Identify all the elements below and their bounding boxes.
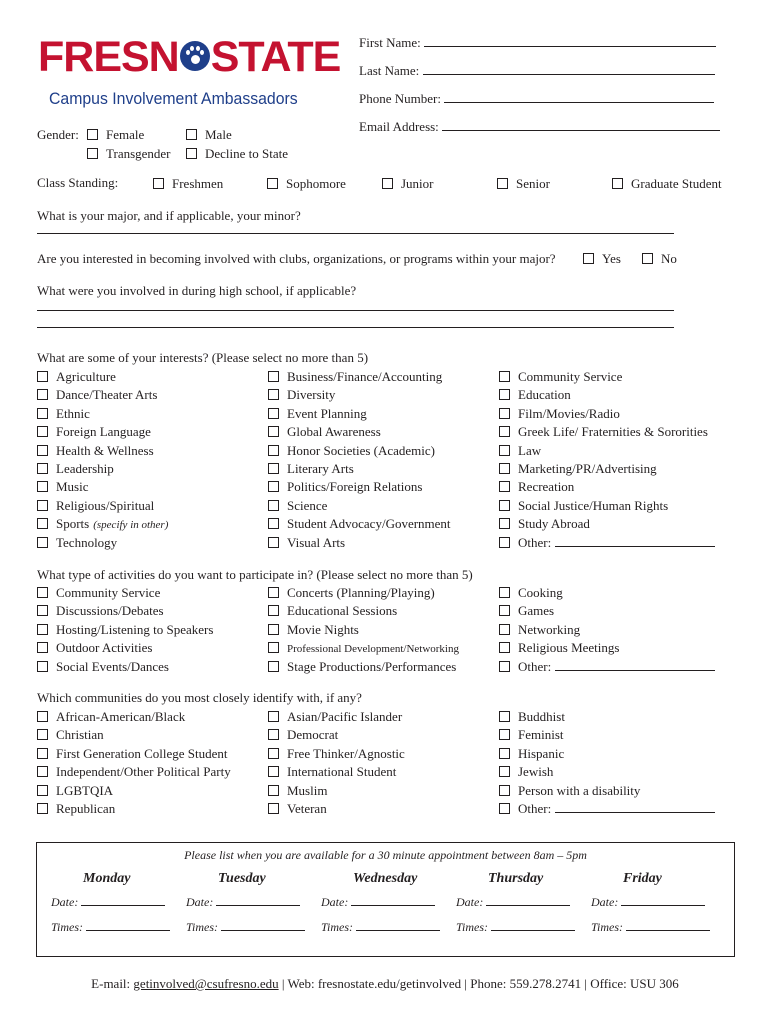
checkbox[interactable] bbox=[37, 500, 48, 511]
clubs-option-yes[interactable] bbox=[583, 251, 621, 267]
interests-option[interactable] bbox=[499, 516, 590, 532]
communities-option[interactable] bbox=[37, 801, 115, 817]
checkbox[interactable] bbox=[268, 785, 279, 796]
activities-option[interactable] bbox=[268, 659, 456, 675]
option-label: Literary Arts bbox=[287, 461, 354, 476]
option-label: Freshmen bbox=[172, 176, 224, 191]
communities-option[interactable] bbox=[499, 746, 564, 762]
checkbox[interactable] bbox=[37, 537, 48, 548]
checkbox[interactable] bbox=[37, 766, 48, 777]
activities-option[interactable] bbox=[37, 640, 152, 656]
option-label: Games bbox=[518, 603, 555, 619]
high-school-answer-line-1[interactable] bbox=[37, 310, 674, 311]
last-name-line[interactable] bbox=[423, 63, 715, 75]
checkbox[interactable] bbox=[499, 408, 510, 419]
option-label: Agriculture bbox=[56, 369, 116, 384]
interests-question: What are some of your interests? (Please select no more than 5) bbox=[37, 350, 369, 365]
activities-option[interactable] bbox=[268, 585, 435, 601]
option-label: Stage Productions/Performances bbox=[287, 658, 457, 674]
interests-option[interactable] bbox=[37, 406, 90, 422]
checkbox[interactable] bbox=[37, 408, 48, 419]
option-label: Ethnic bbox=[56, 405, 90, 421]
times-line[interactable] bbox=[86, 920, 170, 931]
option-label: Film/Movies/Radio bbox=[518, 405, 620, 421]
interests-option[interactable] bbox=[37, 479, 89, 495]
times-line[interactable] bbox=[491, 920, 575, 931]
gender-option-female[interactable] bbox=[87, 127, 144, 143]
last-name-label: Last Name: bbox=[359, 63, 420, 78]
day-wednesday: Wednesday bbox=[353, 871, 418, 886]
interests-option[interactable] bbox=[499, 369, 622, 385]
checkbox[interactable] bbox=[642, 253, 653, 264]
checkbox[interactable] bbox=[37, 642, 48, 653]
checkbox[interactable] bbox=[499, 729, 510, 740]
checkbox[interactable] bbox=[499, 371, 510, 382]
option-label: Law bbox=[518, 442, 542, 458]
interests-option[interactable] bbox=[499, 479, 574, 495]
activities-option[interactable] bbox=[268, 640, 459, 656]
option-label: Study Abroad bbox=[518, 516, 590, 532]
checkbox[interactable] bbox=[87, 148, 98, 159]
option-label: Diversity bbox=[287, 387, 336, 403]
interests-option[interactable] bbox=[268, 424, 381, 440]
gender-option-male[interactable] bbox=[186, 127, 232, 143]
checkbox[interactable] bbox=[499, 642, 510, 653]
option-label: First Generation College Student bbox=[56, 745, 228, 761]
times-field[interactable] bbox=[321, 920, 440, 935]
checkbox[interactable] bbox=[268, 389, 279, 400]
checkbox[interactable] bbox=[267, 178, 278, 189]
option-label: Science bbox=[287, 497, 328, 513]
last-name-field[interactable] bbox=[359, 63, 715, 79]
option-label: Health & Wellness bbox=[56, 442, 154, 458]
interests-option[interactable] bbox=[37, 461, 114, 477]
date-label: Date: bbox=[51, 895, 79, 909]
gender-option-decline[interactable] bbox=[186, 146, 288, 162]
option-label: Global Awareness bbox=[287, 424, 381, 440]
checkbox[interactable] bbox=[37, 481, 48, 492]
date-field[interactable] bbox=[591, 895, 705, 910]
high-school-answer-line-2[interactable] bbox=[37, 327, 674, 328]
interests-option[interactable] bbox=[268, 535, 345, 551]
option-label: Outdoor Activities bbox=[56, 640, 153, 656]
communities-option[interactable] bbox=[268, 764, 396, 780]
interests-option[interactable] bbox=[268, 387, 335, 403]
footer-email-link[interactable]: getinvolved@csufresno.edu bbox=[133, 976, 279, 991]
checkbox[interactable] bbox=[499, 481, 510, 492]
phone-number-field[interactable] bbox=[359, 91, 714, 107]
communities-option[interactable] bbox=[37, 764, 231, 780]
activities-option[interactable] bbox=[499, 640, 619, 656]
checkbox[interactable] bbox=[37, 426, 48, 437]
communities-option[interactable] bbox=[37, 727, 104, 743]
activities-option[interactable] bbox=[37, 603, 164, 619]
option-label: Technology bbox=[56, 534, 118, 550]
activities-option[interactable] bbox=[499, 659, 715, 675]
times-label: Times: bbox=[591, 920, 624, 934]
option-label: Music bbox=[56, 479, 89, 495]
checkbox[interactable] bbox=[87, 129, 98, 140]
times-field[interactable] bbox=[456, 920, 575, 935]
other-answer-line[interactable] bbox=[555, 659, 715, 671]
activities-question: What type of activities do you want to participate in? (Please select no more than 5) bbox=[37, 567, 473, 582]
availability-box bbox=[36, 842, 735, 957]
footer-contact-info: | Web: fresnostate.edu/getinvolved | Phone: 559.278.2741 | Office: USU 306 bbox=[281, 976, 679, 991]
checkbox[interactable] bbox=[37, 661, 48, 672]
fresno-state-logo bbox=[38, 33, 341, 81]
date-line[interactable] bbox=[81, 895, 165, 906]
class-standing-freshmen[interactable] bbox=[153, 176, 223, 192]
checkbox[interactable] bbox=[37, 624, 48, 635]
interests-option[interactable] bbox=[268, 443, 435, 459]
option-label: Recreation bbox=[518, 479, 575, 495]
checkbox[interactable] bbox=[268, 661, 279, 672]
option-label: Event Planning bbox=[287, 405, 367, 421]
communities-option[interactable] bbox=[37, 783, 113, 799]
option-label: Other: bbox=[518, 534, 552, 550]
checkbox[interactable] bbox=[499, 624, 510, 635]
communities-option[interactable] bbox=[268, 709, 402, 725]
checkbox[interactable] bbox=[583, 253, 594, 264]
interests-option[interactable] bbox=[268, 516, 451, 532]
activities-option[interactable] bbox=[268, 603, 397, 619]
checkbox[interactable] bbox=[37, 748, 48, 759]
high-school-question: What were you involved in during high school, if applicable? bbox=[37, 283, 357, 298]
option-label: Concerts (Planning/Playing) bbox=[287, 585, 435, 600]
date-line[interactable] bbox=[486, 895, 570, 906]
clubs-option-no[interactable] bbox=[642, 251, 677, 267]
interests-option[interactable] bbox=[268, 406, 367, 422]
activities-option[interactable] bbox=[37, 585, 160, 601]
communities-option[interactable] bbox=[499, 709, 565, 725]
option-label: Decline to State bbox=[205, 146, 289, 161]
logo-wordmark-left: FRESN bbox=[38, 33, 179, 81]
communities-option[interactable] bbox=[268, 801, 327, 817]
checkbox[interactable] bbox=[37, 463, 48, 474]
interests-option[interactable] bbox=[499, 406, 620, 422]
email-address-line[interactable] bbox=[442, 119, 720, 131]
option-label: Muslim bbox=[287, 782, 328, 798]
checkbox[interactable] bbox=[186, 148, 197, 159]
communities-option[interactable] bbox=[499, 764, 553, 780]
class-standing-label: Class Standing: bbox=[37, 175, 119, 190]
times-label: Times: bbox=[51, 920, 84, 934]
interests-option[interactable] bbox=[268, 461, 354, 477]
checkbox[interactable] bbox=[37, 587, 48, 598]
date-line[interactable] bbox=[216, 895, 300, 906]
option-label: Feminist bbox=[518, 727, 564, 743]
checkbox[interactable] bbox=[268, 711, 279, 722]
checkbox[interactable] bbox=[186, 129, 197, 140]
checkbox[interactable] bbox=[268, 729, 279, 740]
paw-icon bbox=[180, 41, 210, 71]
option-label: Junior bbox=[401, 176, 434, 191]
option-label: Social Events/Dances bbox=[56, 658, 169, 674]
option-label: Democrat bbox=[287, 727, 339, 743]
option-label: Education bbox=[518, 387, 571, 403]
date-label: Date: bbox=[456, 895, 484, 909]
logo-wordmark-right: STATE bbox=[210, 33, 341, 81]
option-label: Christian bbox=[56, 727, 104, 743]
option-label: Community Service bbox=[518, 369, 623, 384]
first-name-line[interactable] bbox=[424, 35, 716, 47]
checkbox[interactable] bbox=[499, 803, 510, 814]
communities-option[interactable] bbox=[499, 727, 564, 743]
phone-number-line[interactable] bbox=[444, 91, 714, 103]
option-label: Republican bbox=[56, 801, 116, 816]
interests-option[interactable] bbox=[37, 424, 151, 440]
checkbox[interactable] bbox=[499, 785, 510, 796]
option-label: Sophomore bbox=[286, 176, 346, 191]
times-label: Times: bbox=[456, 920, 489, 934]
option-label: Religious Meetings bbox=[518, 640, 620, 656]
gender-option-transgender[interactable] bbox=[87, 146, 171, 162]
checkbox[interactable] bbox=[268, 481, 279, 492]
checkbox[interactable] bbox=[499, 766, 510, 777]
option-label: Male bbox=[205, 127, 232, 142]
option-label: Cooking bbox=[518, 585, 563, 600]
checkbox[interactable] bbox=[268, 426, 279, 437]
times-line[interactable] bbox=[626, 920, 710, 931]
day-tuesday: Tuesday bbox=[218, 871, 266, 886]
day-monday: Monday bbox=[83, 871, 131, 886]
checkbox[interactable] bbox=[268, 463, 279, 474]
interests-option[interactable] bbox=[37, 498, 154, 514]
times-field[interactable] bbox=[51, 920, 170, 935]
times-label: Times: bbox=[186, 920, 219, 934]
checkbox[interactable] bbox=[37, 605, 48, 616]
activities-option[interactable] bbox=[37, 622, 213, 638]
interests-option[interactable] bbox=[268, 479, 422, 495]
option-label: Student Advocacy/Government bbox=[287, 516, 451, 532]
checkbox[interactable] bbox=[37, 445, 48, 456]
checkbox[interactable] bbox=[268, 624, 279, 635]
gender-label: Gender: bbox=[37, 127, 79, 142]
activities-option[interactable] bbox=[268, 622, 359, 638]
option-label: Sports bbox=[56, 516, 90, 532]
option-label: Independent/Other Political Party bbox=[56, 764, 231, 780]
checkbox[interactable] bbox=[499, 389, 510, 400]
times-line[interactable] bbox=[221, 920, 305, 931]
option-label: LGBTQIA bbox=[56, 782, 114, 798]
checkbox[interactable] bbox=[268, 518, 279, 529]
day-thursday: Thursday bbox=[488, 871, 544, 886]
checkbox[interactable] bbox=[499, 500, 510, 511]
checkbox[interactable] bbox=[153, 178, 164, 189]
email-address-field[interactable] bbox=[359, 119, 720, 135]
times-field[interactable] bbox=[186, 920, 305, 935]
interests-option[interactable] bbox=[499, 387, 571, 403]
communities-option[interactable] bbox=[37, 709, 185, 725]
interests-option[interactable] bbox=[37, 516, 168, 532]
checkbox[interactable] bbox=[268, 803, 279, 814]
date-field[interactable] bbox=[186, 895, 300, 910]
option-label: Person with a disability bbox=[518, 782, 641, 798]
class-standing-junior[interactable] bbox=[382, 176, 434, 192]
interests-option[interactable] bbox=[37, 387, 157, 403]
option-label: Buddhist bbox=[518, 709, 565, 724]
option-label: African-American/Black bbox=[56, 709, 186, 724]
availability-instruction: Please list when you are available for a 30 minute appointment between 8am – 5pm bbox=[184, 848, 587, 862]
checkbox[interactable] bbox=[268, 587, 279, 598]
footer-email-label: E-mail: bbox=[91, 976, 131, 991]
checkbox[interactable] bbox=[499, 605, 510, 616]
date-line[interactable] bbox=[351, 895, 435, 906]
option-label: Hispanic bbox=[518, 745, 565, 761]
communities-option[interactable] bbox=[268, 746, 405, 762]
communities-option[interactable] bbox=[268, 783, 327, 799]
date-label: Date: bbox=[186, 895, 214, 909]
option-label: Discussions/Debates bbox=[56, 603, 164, 619]
checkbox[interactable] bbox=[37, 518, 48, 529]
interests-option[interactable] bbox=[499, 535, 715, 551]
option-label: Business/Finance/Accounting bbox=[287, 369, 443, 384]
checkbox[interactable] bbox=[37, 785, 48, 796]
option-label: Senior bbox=[516, 176, 550, 191]
first-name-field[interactable] bbox=[359, 35, 716, 51]
checkbox[interactable] bbox=[612, 178, 623, 189]
clubs-question: Are you interested in becoming involved with clubs, organizations, or programs within your major? bbox=[37, 251, 556, 266]
checkbox[interactable] bbox=[499, 661, 510, 672]
checkbox[interactable] bbox=[37, 729, 48, 740]
interests-option[interactable] bbox=[37, 369, 116, 385]
option-label: Asian/Pacific Islander bbox=[287, 709, 403, 724]
option-label: Marketing/PR/Advertising bbox=[518, 461, 657, 476]
interests-option[interactable] bbox=[268, 369, 442, 385]
communities-option[interactable] bbox=[37, 746, 228, 762]
option-label: Hosting/Listening to Speakers bbox=[56, 621, 214, 637]
class-standing-graduate[interactable] bbox=[612, 176, 722, 192]
times-label: Times: bbox=[321, 920, 354, 934]
class-standing-sophomore[interactable] bbox=[267, 176, 346, 192]
footer-contact bbox=[0, 976, 770, 992]
checkbox[interactable] bbox=[499, 711, 510, 722]
checkbox[interactable] bbox=[499, 748, 510, 759]
option-label: Foreign Language bbox=[56, 424, 151, 440]
interests-option[interactable] bbox=[499, 461, 657, 477]
checkbox[interactable] bbox=[37, 371, 48, 382]
sports-specify-note: (specify in other) bbox=[93, 519, 169, 532]
option-label: Female bbox=[106, 127, 145, 142]
date-field[interactable] bbox=[321, 895, 435, 910]
checkbox[interactable] bbox=[268, 748, 279, 759]
class-standing-senior[interactable] bbox=[497, 176, 550, 192]
communities-option[interactable] bbox=[499, 783, 640, 799]
option-label: No bbox=[661, 251, 677, 266]
activities-option[interactable] bbox=[499, 603, 554, 619]
logo-subtitle: Campus Involvement Ambassadors bbox=[49, 89, 298, 108]
checkbox[interactable] bbox=[499, 537, 510, 548]
option-label: Community Service bbox=[56, 585, 161, 600]
checkbox[interactable] bbox=[499, 463, 510, 474]
option-label: Honor Societies (Academic) bbox=[287, 442, 436, 458]
communities-question: Which communities do you most closely identify with, if any? bbox=[37, 690, 362, 705]
major-answer-line[interactable] bbox=[37, 233, 674, 234]
checkbox[interactable] bbox=[37, 711, 48, 722]
option-label: Educational Sessions bbox=[287, 603, 398, 619]
interests-option[interactable] bbox=[499, 443, 541, 459]
communities-option[interactable] bbox=[499, 801, 715, 817]
activities-option[interactable] bbox=[499, 622, 580, 638]
major-question: What is your major, and if applicable, your minor? bbox=[37, 208, 301, 223]
option-label: Jewish bbox=[518, 764, 554, 780]
interests-option[interactable] bbox=[499, 498, 668, 514]
other-answer-line[interactable] bbox=[555, 535, 715, 547]
day-friday: Friday bbox=[623, 871, 662, 886]
option-label: Social Justice/Human Rights bbox=[518, 497, 669, 513]
option-label: Movie Nights bbox=[287, 621, 359, 637]
checkbox[interactable] bbox=[497, 178, 508, 189]
option-label: International Student bbox=[287, 764, 397, 780]
checkbox[interactable] bbox=[37, 803, 48, 814]
date-label: Date: bbox=[591, 895, 619, 909]
option-label: Veteran bbox=[287, 801, 327, 816]
times-field[interactable] bbox=[591, 920, 710, 935]
option-label: Dance/Theater Arts bbox=[56, 387, 158, 403]
option-label: Yes bbox=[602, 251, 621, 266]
option-label: Other: bbox=[518, 801, 552, 816]
communities-option[interactable] bbox=[268, 727, 338, 743]
option-label: Leadership bbox=[56, 461, 114, 476]
other-answer-line[interactable] bbox=[555, 801, 715, 813]
date-line[interactable] bbox=[621, 895, 705, 906]
checkbox[interactable] bbox=[268, 605, 279, 616]
checkbox[interactable] bbox=[37, 389, 48, 400]
checkbox[interactable] bbox=[268, 445, 279, 456]
option-label: Free Thinker/Agnostic bbox=[287, 745, 405, 761]
checkbox[interactable] bbox=[499, 445, 510, 456]
activities-option[interactable] bbox=[37, 659, 169, 675]
date-field[interactable] bbox=[456, 895, 570, 910]
option-label: Visual Arts bbox=[287, 534, 346, 550]
checkbox[interactable] bbox=[268, 408, 279, 419]
checkbox[interactable] bbox=[268, 766, 279, 777]
option-label: Religious/Spiritual bbox=[56, 497, 155, 513]
checkbox[interactable] bbox=[268, 500, 279, 511]
option-label: Graduate Student bbox=[631, 176, 722, 191]
times-line[interactable] bbox=[356, 920, 440, 931]
interests-option[interactable] bbox=[37, 535, 117, 551]
date-label: Date: bbox=[321, 895, 349, 909]
checkbox[interactable] bbox=[499, 587, 510, 598]
checkbox[interactable] bbox=[268, 537, 279, 548]
interests-option[interactable] bbox=[268, 498, 327, 514]
checkbox[interactable] bbox=[499, 518, 510, 529]
email-address-label: Email Address: bbox=[359, 119, 439, 134]
option-label: Networking bbox=[518, 621, 581, 637]
option-label: Transgender bbox=[106, 146, 171, 161]
option-label: Other: bbox=[518, 658, 552, 674]
interests-option[interactable] bbox=[499, 424, 708, 440]
first-name-label: First Name: bbox=[359, 35, 421, 50]
option-label: Greek Life/ Fraternities & Sororities bbox=[518, 424, 708, 440]
checkbox[interactable] bbox=[268, 371, 279, 382]
activities-option[interactable] bbox=[499, 585, 563, 601]
interests-option[interactable] bbox=[37, 443, 154, 459]
option-label: Politics/Foreign Relations bbox=[287, 479, 423, 495]
checkbox[interactable] bbox=[499, 426, 510, 437]
phone-number-label: Phone Number: bbox=[359, 91, 441, 106]
checkbox[interactable] bbox=[382, 178, 393, 189]
date-field[interactable] bbox=[51, 895, 165, 910]
option-label: Professional Development/Networking bbox=[287, 643, 459, 656]
checkbox[interactable] bbox=[268, 642, 279, 653]
